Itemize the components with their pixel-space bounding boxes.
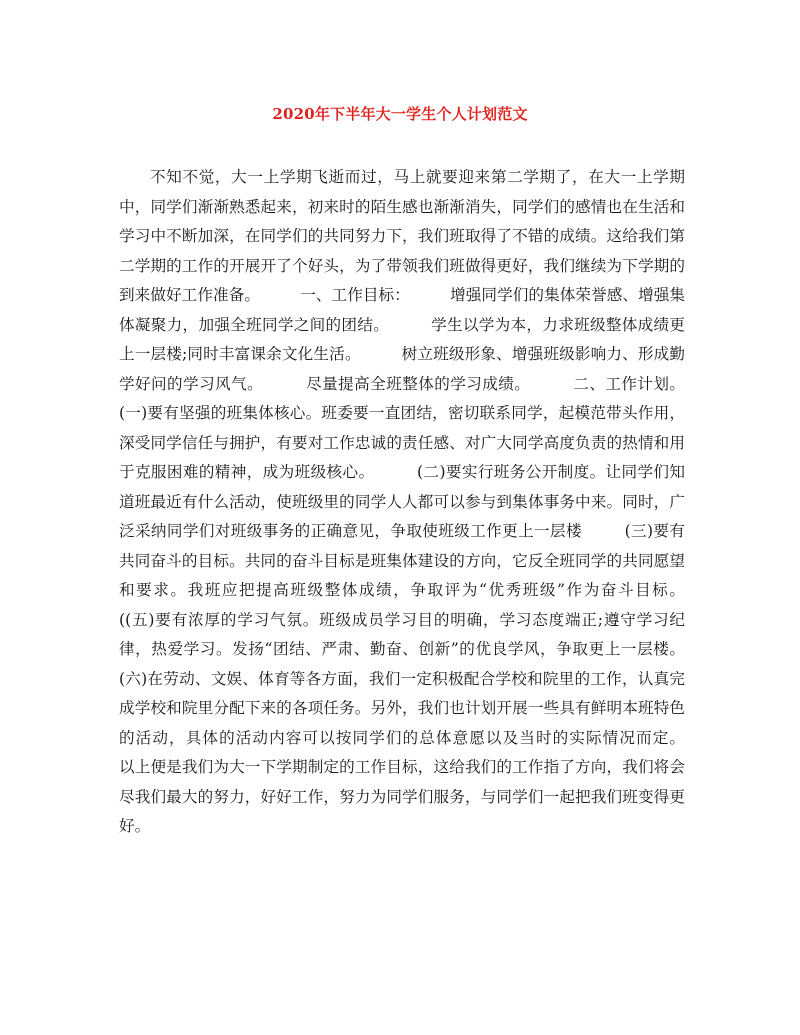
document-body-paragraph: 不知不觉，大一上学期飞逝而过，马上就要迎来第二学期了，在大一上学期中，同学们渐渐熟悉起来，初来时的陌生感也渐渐消失，同学们的感情也在生活和学习中不断加深，在同学们的共同努力下，我们班取得了不错的成绩。这给我们第二学期的工作的开展开了个好头，为了带领我们班做得更好，我们继续为下学期的到来做好工作准备。 一、工作目标： 增强同学们的集体荣誉感、增强集体凝聚力，加强全班同学之间的团结。 学生以学为本，力求班级整体成绩更上一层楼;同时丰富课余文化生活。 树立班级形象、增强班级影响力、形成勤学好问的学习风气。 尽量提高全班整体的学习成绩。 二、工作计划。 (一)要有坚强的班集体核心。班委要一直团结，密切联系同学，起模范带头作用，深受同学信任与拥护，有要对工作忠诚的责任感、对广大同学高度负责的热情和用于克服困难的精神，成为班级核心。 (二)要实行班务公开制度。让同学们知道班最近有什么活动，使班级里的同学人人都可以参与到集体事务中来。同时，广泛采纳同学们对班级事务的正确意见，争取使班级工作更上一层楼 (三)要有共同奋斗的目标。共同的奋斗目标是班集体建设的方向，它反全班同学的共同愿望和要求。我班应把提高班级整体成绩，争取评为“优秀班级”作为奋斗目标。 ((五)要有浓厚的学习气氛。班级成员学习目的明确，学习态度端正;遵守学习纪律，热爱学习。发扬“团结、严肃、勤奋、创新”的优良学风，争取更上一层楼。 (六)在劳动、文娱、体育等各方面，我们一定积极配合学校和院里的工作，认真完成学校和院里分配下来的各项任务。另外，我们也计划开展一些具有鲜明本班特色的活动，具体的活动内容可以按同学们的总体意愿以及当时的实际情况而定。 以上便是我们为大一下学期制定的工作目标，这给我们的工作指了方向，我们将会尽我们最大的努力，好好工作，努力为同学们服务，与同学们一起把我们班变得更好。 [119,168,725,835]
document-title: 2020年下半年大一学生个人计划范文 [272,105,528,123]
